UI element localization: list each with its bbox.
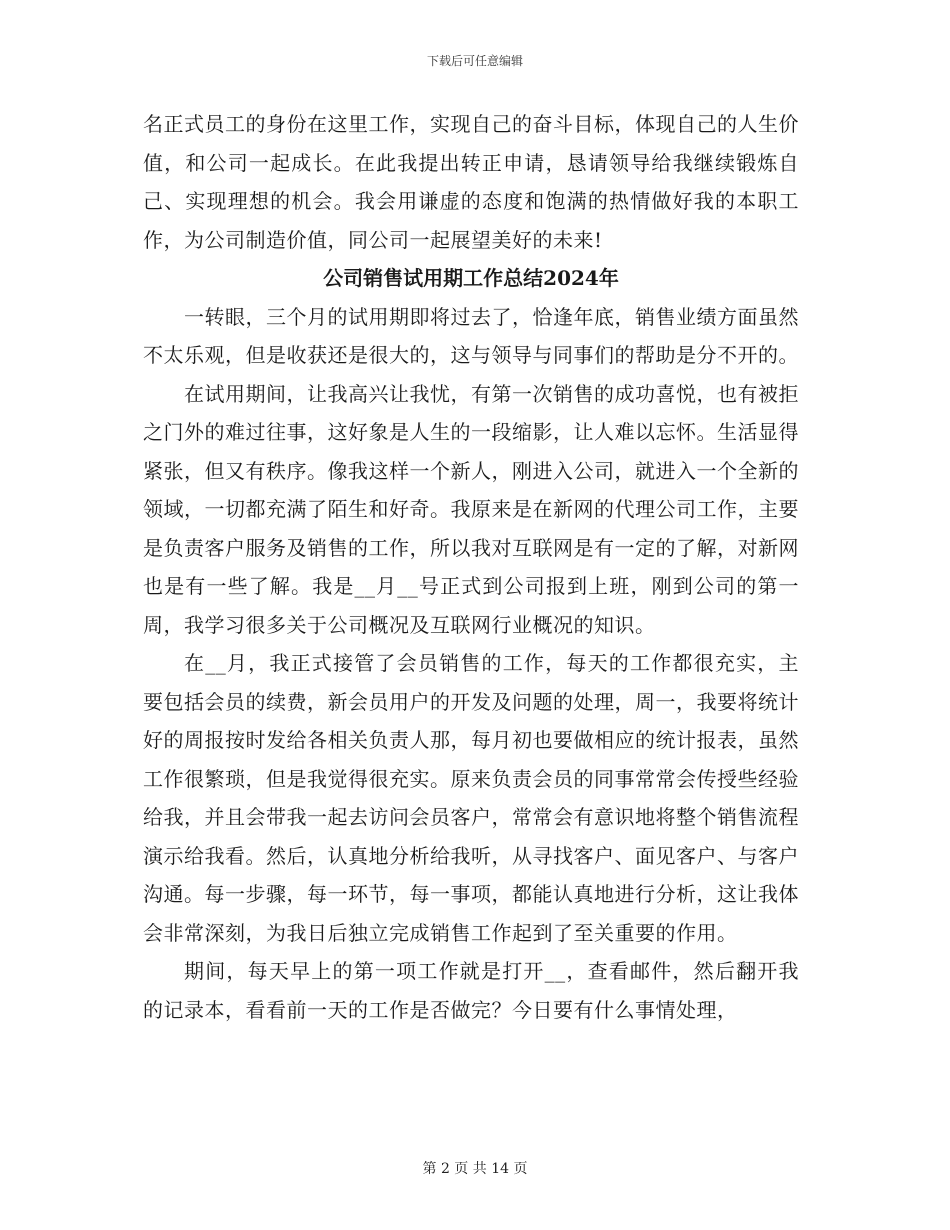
page-number: 第 2 页 共 14 页: [422, 1161, 528, 1177]
paragraph-1: 一转眼，三个月的试用期即将过去了，恰逢年底，销售业绩方面虽然不太乐观，但是收获还是很大的，这与领导与同事们的帮助是分不开的。: [143, 304, 799, 367]
paragraph-continued: 名正式员工的身份在这里工作，实现自己的奋斗目标，体现自己的人生价值，和公司一起成长。在此我提出转正申请，恳请领导给我继续锻炼自己、实现理想的机会。我会用谦虚的态度和饱满的热情做好我的本职工作，为公司制造价值，同公司一起展望美好的未来!: [143, 112, 799, 252]
paragraph-2: 在试用期间，让我高兴让我忧，有第一次销售的成功喜悦，也有被拒之门外的难过往事，这好象是人生的一段缩影，让人难以忘怀。生活显得紧张，但又有秩序。像我这样一个新人，刚进入公司，就进入一个全新的领域，一切都充满了陌生和好奇。我原来是在新网的代理公司工作，主要是负责客户服务及销售的工作，所以我对互联网是有一定的了解，对新网也是有一些了解。我是__月__号正式到公司报到上班，刚到公司的第一周，我学习很多关于公司概况及互联网行业概况的知识。: [143, 381, 799, 637]
page-header: 下载后可任意编辑: [426, 54, 523, 68]
document-body: [143, 105, 799, 1029]
paragraph-3: 在__月，我正式接管了会员销售的工作，每天的工作都很充实，主要包括会员的续费，新会员用户的开发及问题的处理，周一，我要将统计好的周报按时发给各相关负责人那，每月初也要做相应的统计报表，虽然工作很繁琐，但是我觉得很充实。原来负责会员的同事常常会传授些经验给我，并且会带我一起去访问会员客户，常常会有意识地将整个销售流程演示给我看。然后，认真地分析给我听，从寻找客户、面见客户、与客户沟通。每一步骤，每一环节，每一事项，都能认真地进行分析，这让我体会非常深刻，为我日后独立完成销售工作起到了至关重要的作用。: [143, 651, 799, 945]
paragraph-4: 期间，每天早上的第一项工作就是打开__，查看邮件，然后翻开我的记录本，看看前一天的工作是否做完？今日要有什么事情处理，: [143, 959, 799, 1022]
section-title: 公司销售试用期工作总结2024年: [323, 266, 619, 290]
